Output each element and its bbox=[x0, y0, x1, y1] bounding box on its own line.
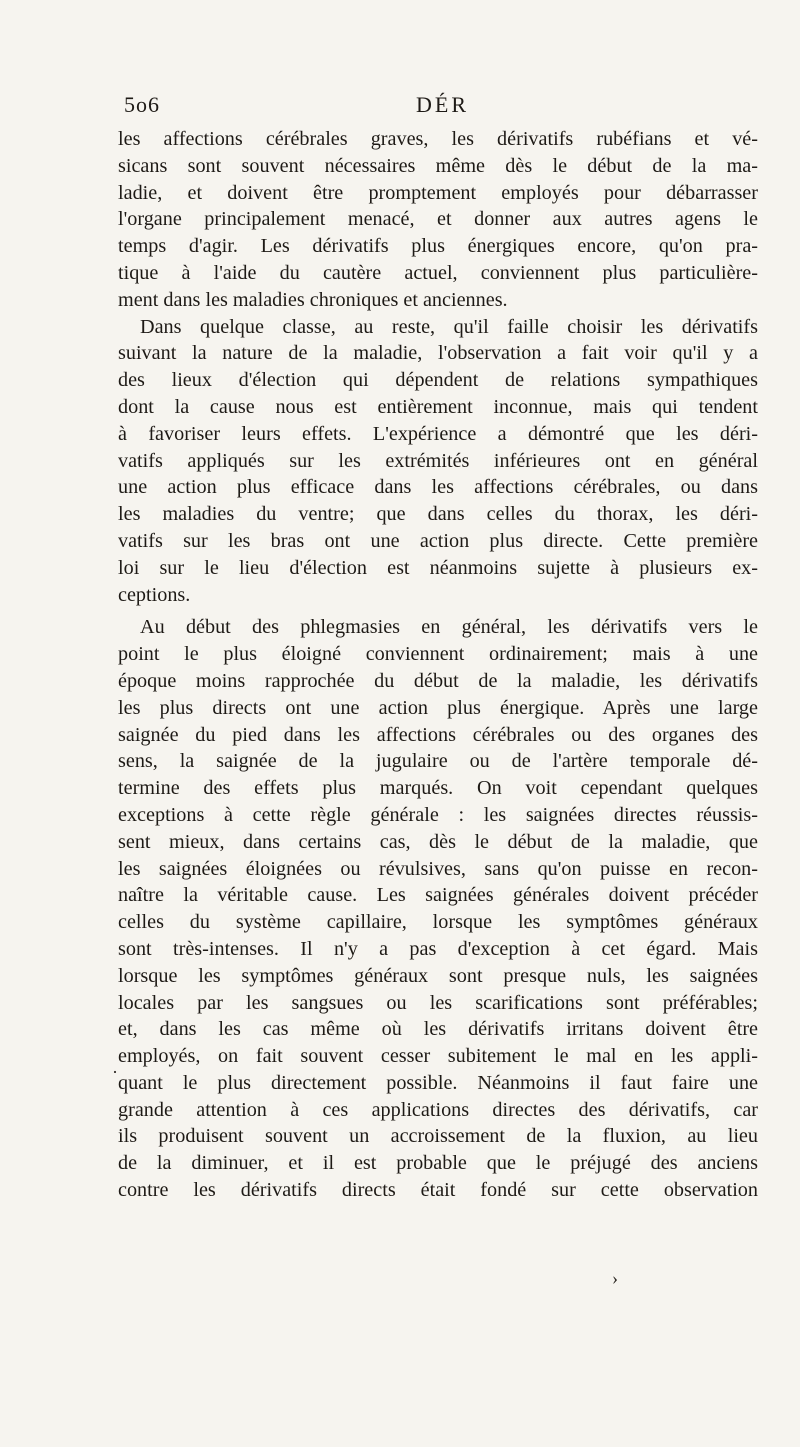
paragraph bbox=[118, 126, 758, 314]
text-line: une action plus efficace dans les affections cérébrales, ou dans bbox=[118, 476, 758, 499]
section-heading: DÉR bbox=[416, 92, 469, 117]
text-line: contre les dérivatifs directs était fondé sur cette observation bbox=[118, 1179, 758, 1202]
text-line: locales par les sangsues ou les scarifications sont préférables; bbox=[118, 991, 758, 1014]
text-line: à favoriser leurs effets. L'expérience a démontré que les déri- bbox=[118, 422, 758, 445]
text-line: celles du système capillaire, lorsque les symptômes généraux bbox=[118, 911, 758, 934]
text-line: tique à l'aide du cautère actuel, conviennent plus particulière- bbox=[118, 261, 758, 284]
text-line: employés, on fait souvent cesser subitement le mal en les appli- bbox=[118, 1045, 758, 1068]
text-line: de la diminuer, et il est probable que le préjugé des anciens bbox=[118, 1152, 758, 1175]
ink-speck: › bbox=[612, 1268, 618, 1288]
text-line: Au début des phlegmasies en général, les dérivatifs vers le bbox=[140, 616, 758, 639]
text-line: époque moins rapprochée du début de la maladie, les dérivatifs bbox=[118, 669, 758, 692]
text-line: des lieux d'élection qui dépendent de relations sympathiques bbox=[118, 369, 758, 392]
text-line: exceptions à cette règle générale : les saignées directes réussis- bbox=[118, 803, 758, 826]
text-line: les maladies du ventre; que dans celles du thorax, les déri- bbox=[118, 503, 758, 526]
text-line: point le plus éloigné conviennent ordinairement; mais à une bbox=[118, 643, 758, 666]
paragraph bbox=[118, 314, 758, 609]
body-text bbox=[118, 126, 758, 1204]
text-line: grande attention à ces applications directes des dérivatifs, car bbox=[118, 1098, 758, 1121]
text-line: Dans quelque classe, au reste, qu'il faille choisir les dérivatifs bbox=[140, 315, 758, 338]
text-line: sicans sont souvent nécessaires même dès le début de la ma- bbox=[118, 154, 758, 177]
text-line: les saignées éloignées ou révulsives, sans qu'on puisse en recon- bbox=[118, 857, 758, 880]
text-line: sens, la saignée de la jugulaire ou de l'artère temporale dé- bbox=[118, 750, 758, 773]
text-line: et, dans les cas même où les dérivatifs irritans doivent être bbox=[118, 1018, 758, 1041]
text-line: loi sur le lieu d'élection est néanmoins sujette à plusieurs ex- bbox=[118, 556, 758, 579]
text-line: l'organe principalement menacé, et donner aux autres agens le bbox=[118, 208, 758, 231]
text-line: dont la cause nous est entièrement inconnue, mais qui tendent bbox=[118, 395, 758, 418]
text-line: les plus directs ont une action plus énergique. Après une large bbox=[118, 696, 758, 719]
text-line: naître la véritable cause. Les saignées générales doivent précéder bbox=[118, 884, 758, 907]
text-line: vatifs appliqués sur les extrémités inférieures ont en général bbox=[118, 449, 758, 472]
text-line: temps d'agir. Les dérivatifs plus énergiques encore, qu'on pra- bbox=[118, 235, 758, 258]
text-line: suivant la nature de la maladie, l'observation a fait voir qu'il y a bbox=[118, 342, 758, 365]
text-line: ment dans les maladies chroniques et anciennes. bbox=[118, 288, 508, 311]
text-line: vatifs sur les bras ont une action plus directe. Cette première bbox=[118, 529, 758, 552]
paragraph bbox=[118, 614, 758, 1204]
text-line: sent mieux, dans certains cas, dès le début de la maladie, que bbox=[118, 830, 758, 853]
text-line: saignée du pied dans les affections cérébrales ou des organes des bbox=[118, 723, 758, 746]
text-line: ils produisent souvent un accroissement de la fluxion, au lieu bbox=[118, 1125, 758, 1148]
text-line: quant le plus directement possible. Néanmoins il faut faire une bbox=[118, 1071, 758, 1094]
text-line: termine des effets plus marqués. On voit cependant quelques bbox=[118, 777, 758, 800]
text-line: lorsque les symptômes généraux sont presque nuls, les saignées bbox=[118, 964, 758, 987]
text-line: sont très-intenses. Il n'y a pas d'exception à cet égard. Mais bbox=[118, 937, 758, 960]
text-line: ceptions. bbox=[118, 583, 191, 606]
page-number: 5o6 bbox=[124, 92, 160, 117]
running-head bbox=[118, 92, 758, 126]
ink-speck: · bbox=[112, 1062, 118, 1082]
text-line: les affections cérébrales graves, les dérivatifs rubéfians et vé- bbox=[118, 128, 758, 150]
text-line: ladie, et doivent être promptement employés pour débarrasser bbox=[118, 181, 758, 204]
